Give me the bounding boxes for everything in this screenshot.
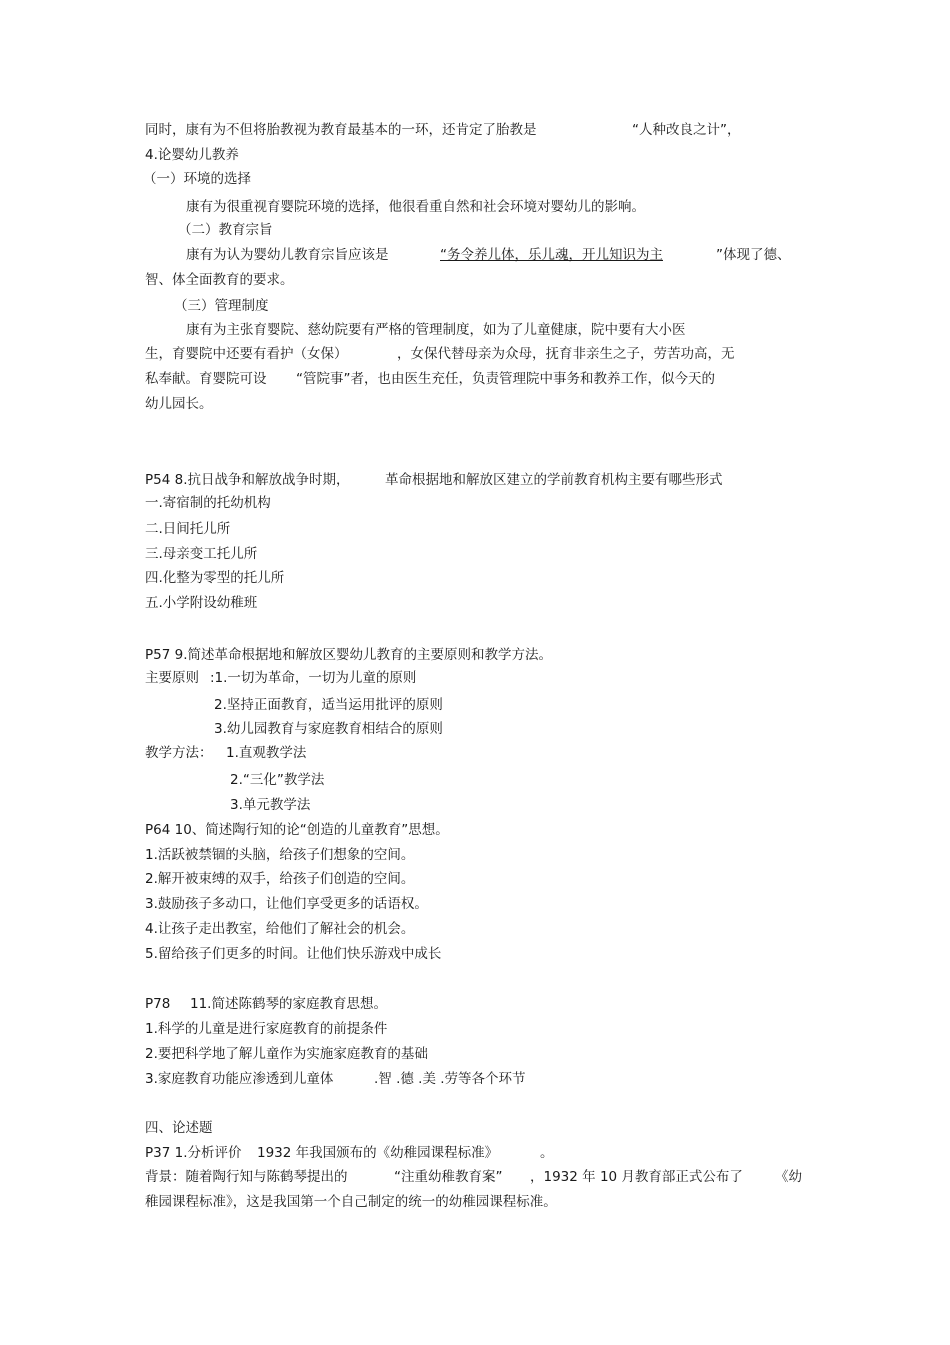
list-item: 1.活跃被禁锢的头脑，给孩子们想象的空间。 (145, 847, 415, 863)
section-heading: 4.论婴幼儿教养 (145, 147, 239, 163)
paragraph-line: 生，育婴院中还要有看护（女保） (145, 346, 348, 362)
list-item: 三.母亲变工托儿所 (145, 546, 258, 562)
list-item: .智 .德 .美 .劳等各个环节 (374, 1071, 526, 1087)
question-number: P78 (145, 996, 171, 1012)
question-line: 。 (540, 1145, 554, 1161)
paragraph-line: ，女保代替母亲为众母，抚育非亲生之子，劳苦功高，无 (397, 346, 735, 362)
paragraph-line: “注重幼稚教育案” (394, 1169, 503, 1185)
list-item: 2.解开被束缚的双手，给孩子们创造的空间。 (145, 871, 415, 887)
list-item: 2.“三化”教学法 (230, 772, 325, 788)
list-item: 2.要把科学地了解儿童作为实施家庭教育的基础 (145, 1046, 428, 1062)
paragraph-line: ”体现了德、 (716, 247, 791, 263)
list-item: 1.科学的儿童是进行家庭教育的前提条件 (145, 1021, 388, 1037)
question-line: P37 1.分析评价 (145, 1145, 242, 1161)
list-item: 3.家庭教育功能应渗透到儿童体 (145, 1071, 334, 1087)
subheading: （一）环境的选择 (143, 171, 251, 187)
paragraph-line: 背景：随着陶行知与陈鹤琴提出的 (145, 1169, 348, 1185)
question-line: P54 8.抗日战争和解放战争时期， (145, 472, 350, 488)
paragraph-line: 康有为主张育婴院、慈幼院要有严格的管理制度，如为了儿童健康，院中要有大小医 (186, 322, 686, 338)
underlined-quote: “务令养儿体，乐儿魂，开儿知识为主 (440, 247, 663, 263)
quote-phrase: “人种改良之计”， (632, 122, 741, 138)
section-heading: 四、论述题 (145, 1120, 213, 1136)
list-item: 3.鼓励孩子多动口，让他们享受更多的话语权。 (145, 896, 428, 912)
list-item: 1.直观教学法 (226, 745, 307, 761)
subheading: （二）教育宗旨 (178, 222, 273, 238)
subheading: （三）管理制度 (174, 298, 269, 314)
paragraph-line: 智、体全面教育的要求。 (145, 272, 294, 288)
paragraph-line: 私奉献。育婴院可设 (145, 371, 267, 387)
paragraph-line: 康有为很重视育婴院环境的选择，他很看重自然和社会环境对婴幼儿的影响。 (186, 199, 645, 215)
list-item: 五.小学附设幼稚班 (145, 595, 258, 611)
text-line: 同时，康有为不但将胎教视为教育最基本的一环，还肯定了胎教是 (145, 122, 537, 138)
paragraph-line: 康有为认为婴幼儿教育宗旨应该是 (186, 247, 389, 263)
paragraph-line: “管院事”者，也由医生充任，负责管理院中事务和教养工作，似今天的 (296, 371, 715, 387)
paragraph-line: 幼儿园长。 (145, 396, 213, 412)
label: 教学方法： (145, 745, 213, 761)
list-item: 3.幼儿园教育与家庭教育相结合的原则 (214, 721, 443, 737)
list-item: 2.坚持正面教育，适当运用批评的原则 (214, 697, 443, 713)
list-item: 二.日间托儿所 (145, 521, 231, 537)
list-item: 4.让孩子走出教室，给他们了解社会的机会。 (145, 921, 415, 937)
question-line: 1932 年我国颁布的《幼稚园课程标准》 (257, 1145, 499, 1161)
question-line: P57 9.简述革命根据地和解放区婴幼儿教育的主要原则和教学方法。 (145, 647, 552, 663)
label: 主要原则 (145, 670, 199, 686)
question-line: 革命根据地和解放区建立的学前教育机构主要有哪些形式 (385, 472, 723, 488)
list-item: 5.留给孩子们更多的时间。让他们快乐游戏中成长 (145, 946, 442, 962)
list-item: 3.单元教学法 (230, 797, 311, 813)
list-item: 四.化整为零型的托儿所 (145, 570, 285, 586)
list-item: :1.一切为革命，一切为儿童的原则 (210, 670, 417, 686)
paragraph-line: 《幼 (775, 1169, 802, 1185)
question-line: 11.简述陈鹤琴的家庭教育思想。 (190, 996, 387, 1012)
paragraph-line: ，1932 年 10 月教育部正式公布了 (530, 1169, 743, 1185)
list-item: 一.寄宿制的托幼机构 (145, 495, 271, 511)
paragraph-line: 稚园课程标准》，这是我国第一个自己制定的统一的幼稚园课程标准。 (145, 1194, 557, 1210)
question-line: P64 10、简述陶行知的论“创造的儿童教育”思想。 (145, 822, 449, 838)
